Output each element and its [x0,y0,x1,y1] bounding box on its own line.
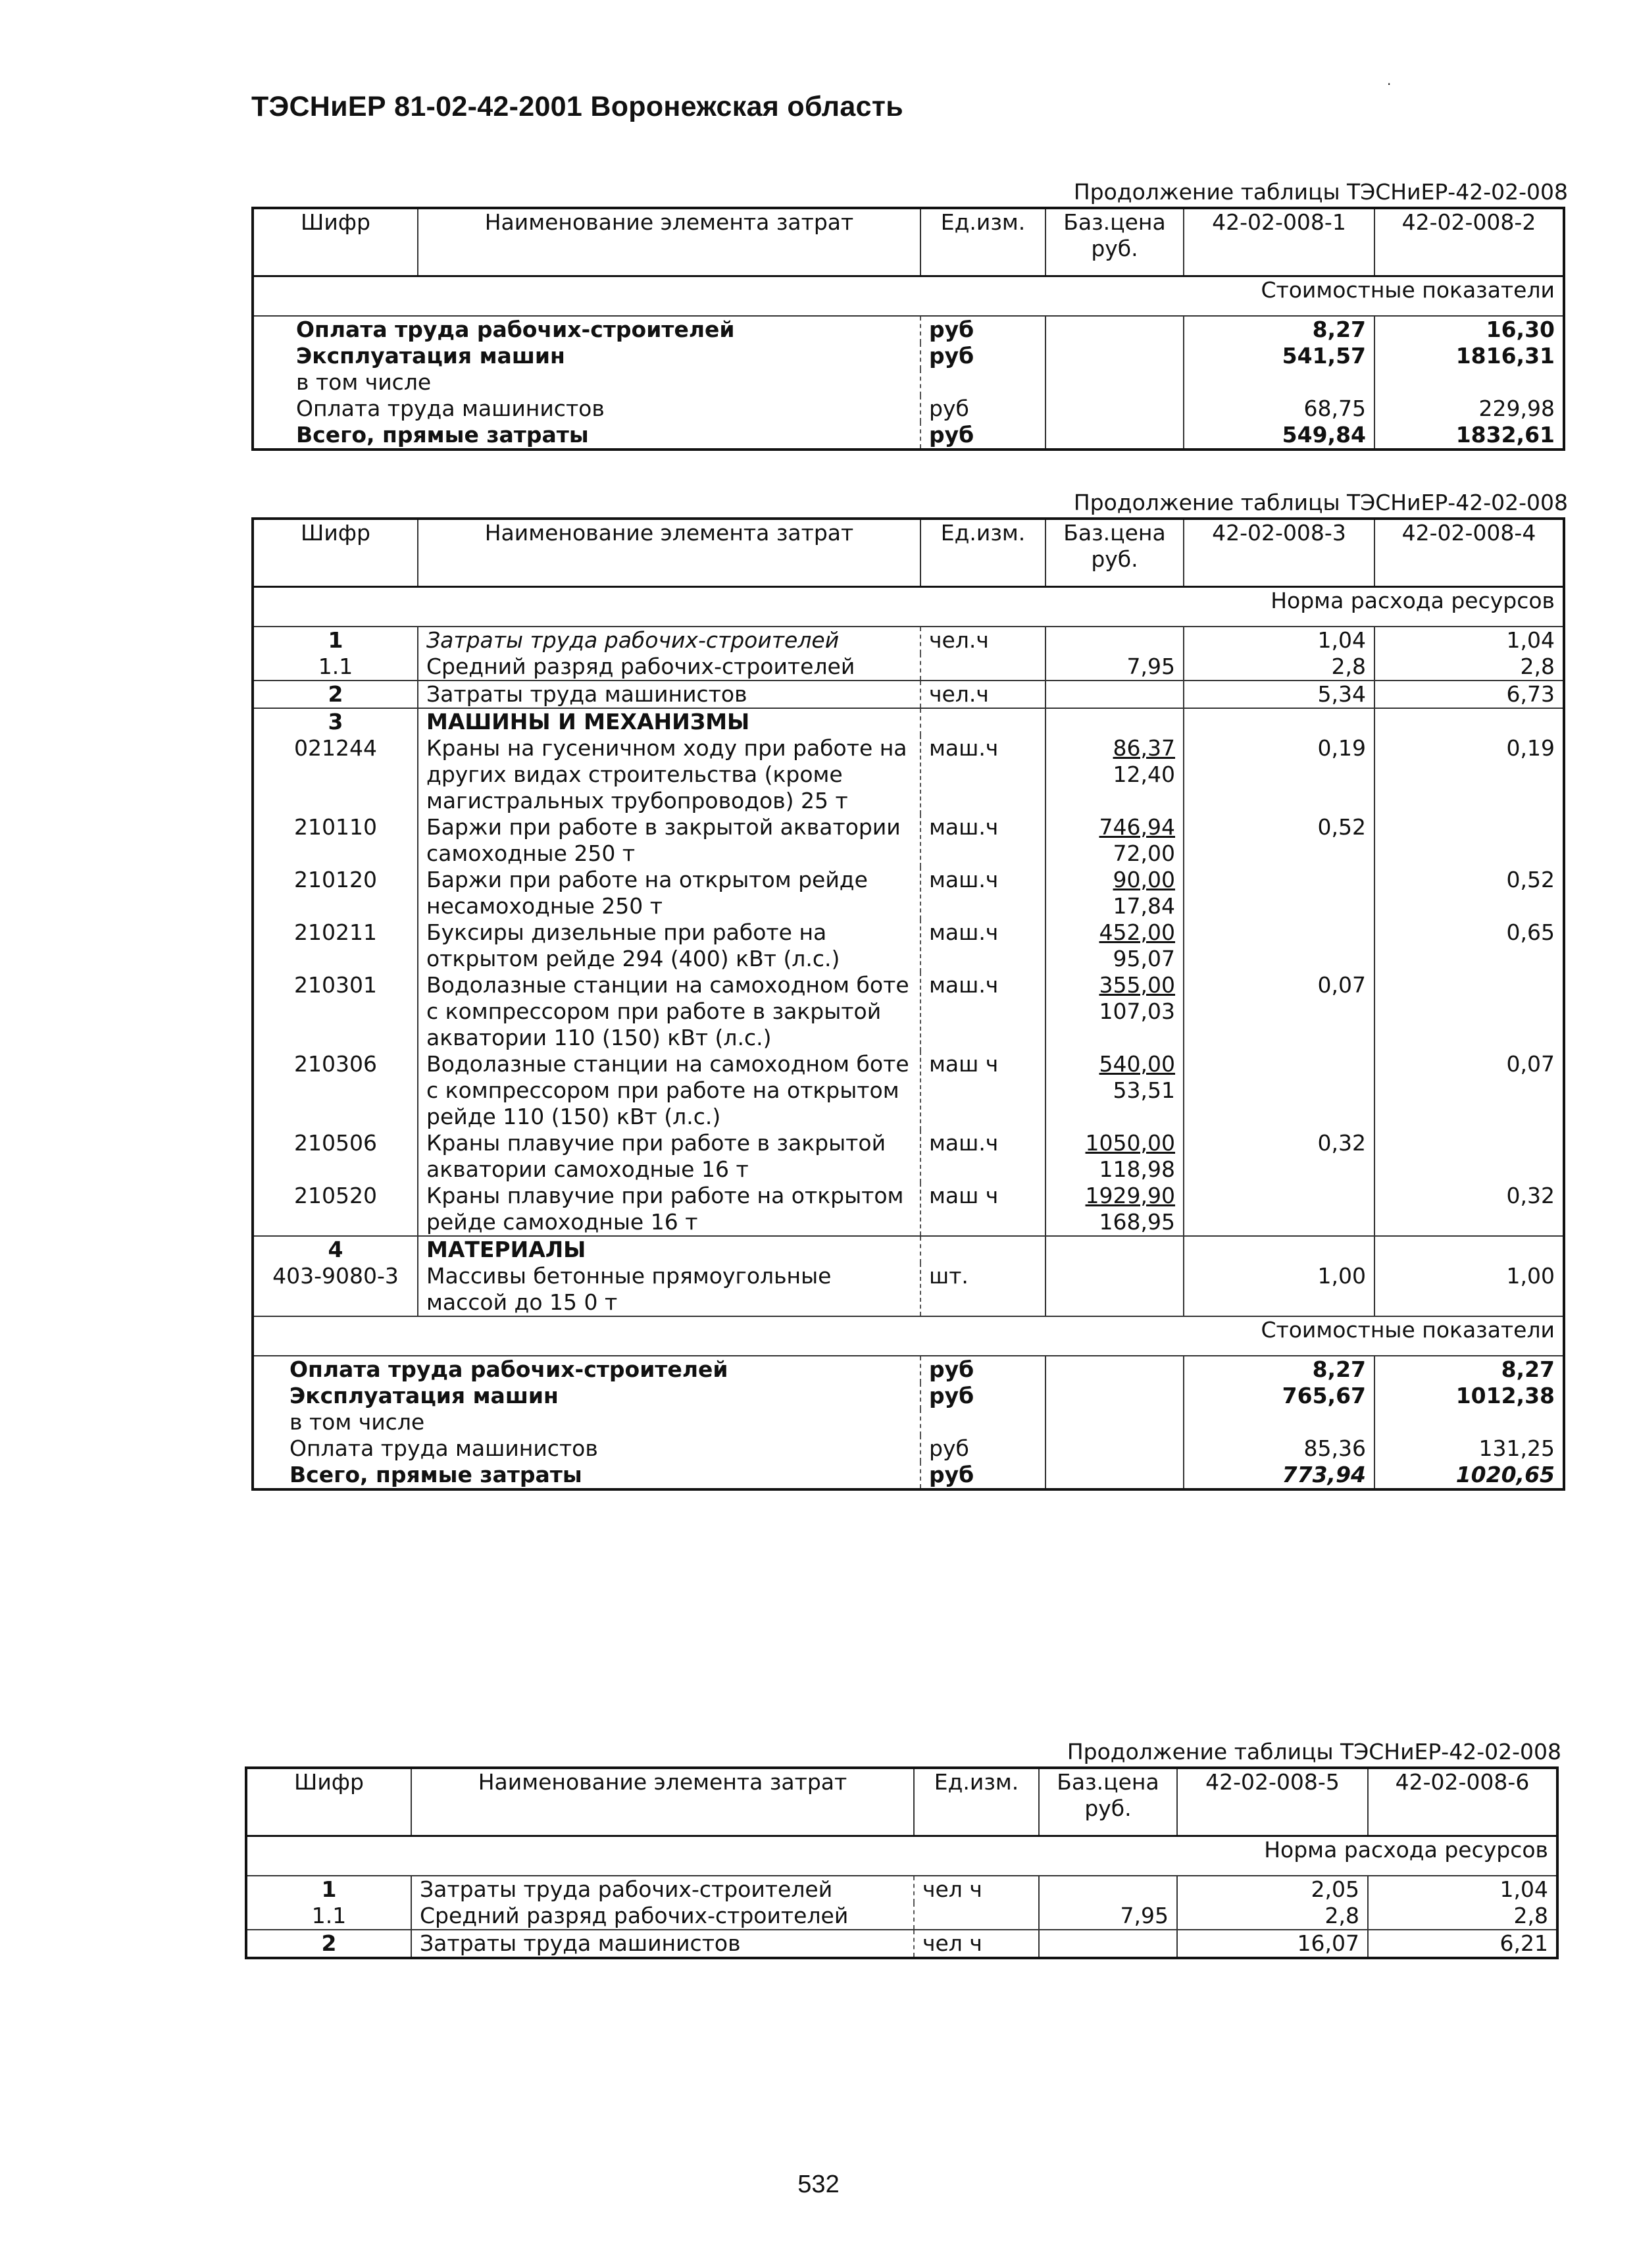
header-col-b: 42-02-008-4 [1374,519,1564,587]
row-code: 210301 [294,972,377,998]
table-row [253,1051,1564,1130]
table-row [246,1876,1557,1903]
row-code: 210110 [294,814,377,840]
header-col-a: 42-02-008-5 [1177,1768,1368,1836]
row-name: Средний разряд рабочих-строителей [411,1903,914,1930]
row-price [1045,919,1184,972]
row-value-b: 1832,61 [1374,422,1564,450]
row-value-b: 8,27 [1374,1356,1564,1383]
table-block-3 [245,1738,1561,1959]
header-price-top: Баз.цена [1063,520,1166,546]
row-code: 1.1 [311,1903,347,1928]
row-price [1045,1130,1184,1183]
header-col-b: 42-02-008-6 [1368,1768,1557,1836]
price-wage: 53,51 [1113,1077,1175,1103]
row-name: Баржи при работе на открытом рейде несамоходные 250 т [418,867,920,919]
price-wage: 95,07 [1113,946,1175,971]
price-wage: 72,00 [1113,840,1175,866]
row-name: в том числе [290,1409,425,1435]
row-code: 403-9080-3 [272,1263,399,1289]
row-price [1045,735,1184,814]
row-unit: чел.ч [920,681,1045,708]
row-name: Эксплуатация машин [290,1383,559,1408]
price-wage: 107,03 [1099,998,1175,1024]
header-price [1045,208,1184,276]
row-unit: маш.ч [920,735,1045,814]
price-wage: 17,84 [1113,893,1175,919]
header-price-bottom: руб. [1091,236,1138,261]
row-value-b: 6,21 [1368,1930,1557,1958]
row-value-b: 2,8 [1374,654,1564,681]
row-value-b: 1,00 [1374,1263,1564,1316]
price-total: 452,00 [1099,919,1175,945]
section-title-row [246,1836,1557,1876]
price-total: 90,00 [1113,867,1175,892]
section-title-row [253,276,1564,317]
row-unit: руб [920,422,1045,450]
section-title-row [253,1316,1564,1356]
row-code: 021244 [294,735,377,761]
row-name: Краны плавучие при работе в закрытой акватории самоходные 16 т [418,1130,920,1183]
row-code: 210306 [294,1051,377,1077]
row-name: Затраты труда машинистов [418,681,920,708]
table-row [246,1930,1557,1958]
row-value-a: 2,05 [1177,1876,1368,1903]
header-price [1039,1768,1177,1836]
row-value-b: 131,25 [1374,1435,1564,1462]
header-col-a: 42-02-008-3 [1184,519,1374,587]
price-total: 86,37 [1113,735,1175,761]
row-value-a: 0,32 [1184,1130,1374,1183]
table-row [253,1236,1564,1263]
row-unit: руб [920,1383,1045,1409]
price-total: 1929,90 [1085,1183,1175,1208]
row-unit: маш ч [920,1183,1045,1236]
table-row [253,735,1564,814]
row-price [1045,1383,1184,1409]
price-total: 746,94 [1099,814,1175,840]
row-value-a: 765,67 [1184,1383,1374,1409]
row-code: 210211 [294,919,377,945]
row-code: 2 [253,681,418,708]
row-value-a [1184,867,1374,919]
table-row [253,1263,1564,1316]
row-price [1045,1356,1184,1383]
row-value-b [1374,1130,1564,1183]
row-value-b: 16,30 [1374,316,1564,343]
row-unit: маш.ч [920,1130,1045,1183]
row-price: 7,95 [1039,1903,1177,1930]
row-price [1039,1930,1177,1958]
header-unit: Ед.изм. [920,208,1045,276]
row-value-a: 0,19 [1184,735,1374,814]
section-title: Стоимостные показатели [253,276,1564,317]
row-value-b: 229,98 [1374,396,1564,422]
row-price [1045,1462,1184,1489]
row-value-a [1184,1051,1374,1130]
row-unit: чел.ч [920,627,1045,654]
row-value-a: 5,34 [1184,681,1374,708]
row-value-a: 541,57 [1184,343,1374,369]
row-code: 2 [246,1930,411,1958]
row-unit: руб [920,343,1045,369]
resource-table [251,517,1565,1491]
row-name: Затраты труда машинистов [411,1930,914,1958]
row-value-b: 1020,65 [1374,1462,1564,1489]
header-code: Шифр [253,519,418,587]
header-price-bottom: руб. [1091,546,1138,572]
row-value-a: 0,52 [1184,814,1374,867]
row-name: Оплата труда машинистов [290,1435,598,1461]
row-value-b: 1,04 [1374,627,1564,654]
row-code: 1 [328,627,343,653]
table-row [253,627,1564,654]
row-code: 3 [253,708,418,735]
row-unit: руб [920,1435,1045,1462]
row-value-b: 1,04 [1368,1876,1557,1903]
header-price-top: Баз.цена [1063,209,1166,235]
header-col-a: 42-02-008-1 [1184,208,1374,276]
header-col-b: 42-02-008-2 [1374,208,1564,276]
row-name: Затраты труда рабочих-строителей [418,627,920,654]
table-row [253,1383,1564,1409]
row-name: Оплата труда рабочих-строителей [290,1356,728,1382]
table-row [253,972,1564,1051]
header-name: Наименование элемента затрат [411,1768,914,1836]
row-unit: руб [920,1356,1045,1383]
row-name: Эксплуатация машин [296,343,565,369]
row-value-a: 2,8 [1177,1903,1368,1930]
table-row [253,654,1564,681]
row-value-a [1184,1183,1374,1236]
cost-table [251,207,1565,451]
price-wage: 168,95 [1099,1209,1175,1235]
table-row [253,708,1564,735]
table-row [253,343,1564,369]
header-row [253,519,1564,587]
table-caption: Продолжение таблицы ТЭСНиЕР-42-02-008 [1073,179,1568,205]
header-price-top: Баз.цена [1057,1769,1159,1795]
row-name: Затраты труда рабочих-строителей [411,1876,914,1903]
price-total: 355,00 [1099,972,1175,998]
row-code: 210520 [294,1183,377,1208]
header-code: Шифр [246,1768,411,1836]
page-number: 532 [797,2171,840,2198]
table-row [253,422,1564,450]
row-name: Водолазные станции на самоходном боте с компрессором при работе в закрытой акватории 110 (150) кВт (л.с.) [418,972,920,1051]
row-unit: маш.ч [920,814,1045,867]
header-code: Шифр [253,208,418,276]
row-value-a: 773,94 [1184,1462,1374,1489]
header-price-bottom: руб. [1084,1795,1132,1821]
row-unit: руб [920,1462,1045,1489]
row-value-a: 8,27 [1184,316,1374,343]
row-value-a: 1,04 [1184,627,1374,654]
table-row [253,369,1564,396]
row-unit: чел ч [914,1930,1039,1958]
row-unit: маш.ч [920,919,1045,972]
table-row [253,1130,1564,1183]
row-price [1045,814,1184,867]
section-title-row [253,587,1564,627]
resource-table [245,1766,1559,1959]
price-total: 1050,00 [1085,1130,1175,1156]
row-value-a: 85,36 [1184,1435,1374,1462]
row-value-b: 0,65 [1374,919,1564,972]
row-price [1045,1435,1184,1462]
header-unit: Ед.изм. [920,519,1045,587]
header-name: Наименование элемента затрат [418,208,920,276]
row-price [1045,422,1184,450]
row-value-b: 0,52 [1374,867,1564,919]
row-name: Всего, прямые затраты [296,422,589,448]
row-name: в том числе [296,369,432,395]
row-price [1045,316,1184,343]
row-value-a: 8,27 [1184,1356,1374,1383]
row-unit: руб [920,316,1045,343]
row-value-b: 2,8 [1368,1903,1557,1930]
row-name: Буксиры дизельные при работе на открытом рейде 294 (400) кВт (л.с.) [418,919,920,972]
row-code: 4 [253,1236,418,1263]
price-wage: 12,40 [1113,761,1175,787]
row-name: Краны на гусеничном ходу при работе на других видах строительства (кроме магистральных трубопроводов) 25 т [418,735,920,814]
header-unit: Ед.изм. [914,1768,1039,1836]
row-price [1045,396,1184,422]
section-title: Норма расхода ресурсов [246,1836,1557,1876]
row-unit: маш.ч [920,972,1045,1051]
row-name: МАТЕРИАЛЫ [418,1236,920,1263]
row-price [1045,343,1184,369]
table-row [253,1462,1564,1489]
row-value-b: 1012,38 [1374,1383,1564,1409]
row-name: Баржи при работе в закрытой акватории самоходные 250 т [418,814,920,867]
row-code: 210120 [294,867,377,892]
row-value-b: 0,32 [1374,1183,1564,1236]
row-value-a [1184,919,1374,972]
table-block-1 [251,178,1568,451]
row-price [1045,867,1184,919]
row-value-a: 0,07 [1184,972,1374,1051]
table-caption: Продолжение таблицы ТЭСНиЕР-42-02-008 [1073,490,1568,515]
row-unit: руб [920,396,1045,422]
row-value-a: 16,07 [1177,1930,1368,1958]
row-name: Всего, прямые затраты [290,1462,582,1487]
table-caption: Продолжение таблицы ТЭСНиЕР-42-02-008 [1067,1739,1561,1765]
row-value-b [1374,972,1564,1051]
row-unit: чел ч [914,1876,1039,1903]
row-code: 210506 [294,1130,377,1156]
table-row [253,1409,1564,1435]
table-row [246,1903,1557,1930]
row-name: Массивы бетонные прямоугольные массой до 15 0 т [418,1263,920,1316]
row-code: 1 [321,1876,337,1902]
header-row [253,208,1564,276]
row-unit: маш.ч [920,867,1045,919]
table-row [253,396,1564,422]
row-price [1039,1876,1177,1903]
table-row [253,919,1564,972]
row-value-a: 68,75 [1184,396,1374,422]
row-name: Средний разряд рабочих-строителей [418,654,920,681]
row-value-b: 1816,31 [1374,343,1564,369]
row-price [1045,627,1184,654]
row-price [1045,1263,1184,1316]
row-value-b: 6,73 [1374,681,1564,708]
section-title: Стоимостные показатели [253,1316,1564,1356]
row-code: 1.1 [318,654,353,679]
row-unit: маш ч [920,1051,1045,1130]
table-row [253,814,1564,867]
row-unit: шт. [920,1263,1045,1316]
header-row [246,1768,1557,1836]
table-row [253,867,1564,919]
row-name: Оплата труда рабочих-строителей [296,317,735,342]
row-name: Оплата труда машинистов [296,396,605,421]
row-name: Водолазные станции на самоходном боте с компрессором при работе на открытом рейде 110 (150) кВт (л.с.) [418,1051,920,1130]
table-row [253,681,1564,708]
price-total: 540,00 [1099,1051,1175,1077]
table-row [253,316,1564,343]
row-value-b: 0,19 [1374,735,1564,814]
row-value-a: 549,84 [1184,422,1374,450]
row-unit [914,1903,1039,1930]
row-price [1045,972,1184,1051]
row-value-a: 1,00 [1184,1263,1374,1316]
row-value-b [1374,814,1564,867]
row-price [1045,1051,1184,1130]
price-wage: 118,98 [1099,1156,1175,1182]
row-name: Краны плавучие при работе на открытом рейде самоходные 16 т [418,1183,920,1236]
row-name: МАШИНЫ И МЕХАНИЗМЫ [418,708,920,735]
table-block-2 [251,488,1568,1491]
document-title: ТЭСНиЕР 81-02-42-2001 Воронежская область [251,91,903,122]
header-price [1045,519,1184,587]
row-value-b: 0,07 [1374,1051,1564,1130]
table-row [253,1356,1564,1383]
table-row [253,1183,1564,1236]
row-unit [920,654,1045,681]
row-price [1045,681,1184,708]
row-price: 7,95 [1045,654,1184,681]
scan-mark: . [1387,72,1392,88]
header-name: Наименование элемента затрат [418,519,920,587]
table-row [253,1435,1564,1462]
row-price [1045,1183,1184,1236]
section-title: Норма расхода ресурсов [253,587,1564,627]
row-value-a: 2,8 [1184,654,1374,681]
